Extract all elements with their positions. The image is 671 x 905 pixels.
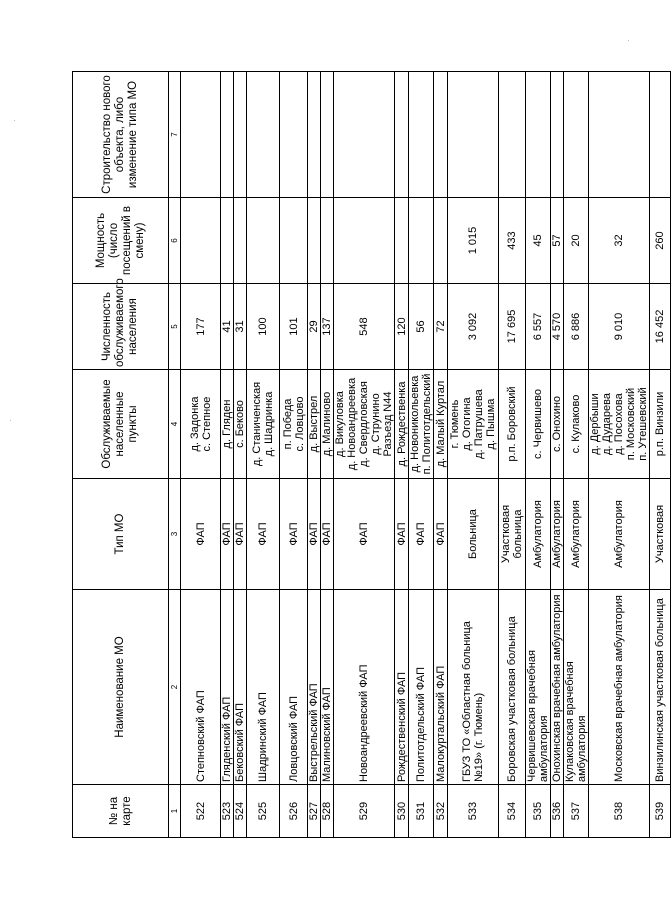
facility-name-cell: Рождественский ФАП (395, 590, 409, 785)
map-number-cell: 536 (551, 785, 564, 838)
construction-cell (448, 72, 499, 198)
facility-name-cell: Боровская участковая больница (499, 590, 526, 785)
header-capacity: Мощность (число посещений в смену) (73, 198, 169, 284)
capacity-cell (434, 198, 448, 284)
map-number-cell: 539 (650, 785, 671, 838)
table-row (247, 72, 280, 838)
table-row (650, 72, 671, 838)
map-number-cell: 527 (308, 785, 321, 838)
facility-type-cell: ФАП (434, 479, 448, 590)
capacity-cell: 45 (526, 198, 551, 284)
facility-name-cell: Червишевская врачебная амбулатория (526, 590, 551, 785)
header-name: Наименование МО (73, 590, 169, 785)
construction-cell (334, 72, 395, 198)
map-number-cell: 531 (409, 785, 434, 838)
table-row (448, 72, 499, 838)
facility-name-cell: Онохинская врачебная амбулатория (551, 590, 564, 785)
capacity-cell: 57 (551, 198, 564, 284)
places-cell (589, 370, 650, 479)
places-cell (334, 370, 395, 479)
map-number-cell: 530 (395, 785, 409, 838)
population-cell: 17 695 (499, 284, 526, 370)
map-number-cell: 537 (564, 785, 589, 838)
facility-name-cell: Степновский ФАП (181, 590, 221, 785)
capacity-cell (221, 198, 234, 284)
population-cell: 56 (409, 284, 434, 370)
population-cell: 72 (434, 284, 448, 370)
capacity-cell: 32 (589, 198, 650, 284)
facility-type-cell: Амбулатория (551, 479, 564, 590)
column-number: 3 (169, 479, 181, 590)
construction-cell (526, 72, 551, 198)
place-name: п. Политотдельский (421, 373, 433, 475)
places-cell (321, 370, 334, 479)
facility-name-cell: Малиновский ФАП (321, 590, 334, 785)
places-cell (551, 370, 564, 479)
facility-type-cell: Амбулатория (564, 479, 589, 590)
facility-type-cell: Больница (448, 479, 499, 590)
population-cell: 6 886 (564, 284, 589, 370)
place-name: с. Беково (234, 400, 246, 448)
place-name: д. Малиново (321, 391, 333, 457)
place-name: д. Огогина (461, 397, 473, 451)
capacity-cell (234, 198, 247, 284)
population-cell: 3 092 (448, 284, 499, 370)
construction-cell (551, 72, 564, 198)
capacity-cell (181, 198, 221, 284)
capacity-cell (308, 198, 321, 284)
construction-cell (234, 72, 247, 198)
places-cell (308, 370, 321, 479)
place-name: д. Выстрел (308, 395, 320, 453)
table-row (221, 72, 234, 838)
place-name: д. Малый Куртал (434, 380, 447, 468)
map-number-cell: 528 (321, 785, 334, 838)
place-name: п. Московский (625, 387, 637, 461)
table-row (589, 72, 650, 838)
place-name: с. Кулаково (570, 394, 582, 454)
facility-name-cell: Московская врачебная амбулатория (589, 590, 650, 785)
column-number: 6 (169, 198, 181, 284)
population-cell: 177 (181, 284, 221, 370)
table-row (409, 72, 434, 838)
table-row (526, 72, 551, 838)
place-name: с. Степное (200, 396, 213, 452)
place-name: д. Новоникольевка (409, 375, 421, 473)
map-number-cell: 523 (221, 785, 234, 838)
construction-cell (247, 72, 280, 198)
table-row (280, 72, 308, 838)
column-number: 1 (169, 785, 181, 838)
construction-cell (589, 72, 650, 198)
column-number: 7 (169, 72, 181, 198)
places-cell (280, 370, 308, 479)
place-name: д. Дербыши (589, 393, 601, 455)
facility-name-cell: Кулаковская врачебная амбулатория (564, 590, 589, 785)
construction-cell (395, 72, 409, 198)
capacity-cell (334, 198, 395, 284)
population-cell: 16 452 (650, 284, 671, 370)
facility-name-cell: Малокуртальский ФАП (434, 590, 448, 785)
capacity-cell: 1 015 (448, 198, 499, 284)
map-number-cell: 529 (334, 785, 395, 838)
capacity-cell: 260 (650, 198, 671, 284)
facility-name-cell: Выстрельский ФАП (308, 590, 321, 785)
table-row (234, 72, 247, 838)
facility-type-cell: Участковая (650, 479, 671, 590)
table-body (181, 72, 671, 838)
facility-name-cell: Винзилинская участковая больница (650, 590, 671, 785)
place-name: д. Струнино (370, 393, 382, 455)
header-map-number: № на карте (73, 785, 169, 838)
place-name: д. Дударева (601, 393, 613, 455)
table-row (321, 72, 334, 838)
facility-type-cell: ФАП (280, 479, 308, 590)
map-number-cell: 525 (247, 785, 280, 838)
map-number-cell: 522 (181, 785, 221, 838)
facility-type-cell: Участковая больница (499, 479, 526, 590)
place-name: д. Шадринка (263, 391, 275, 457)
capacity-cell: 433 (499, 198, 526, 284)
medical-facilities-table (72, 71, 671, 838)
population-cell: 548 (334, 284, 395, 370)
place-name: д. Свердловская (358, 381, 370, 467)
scan-speck (10, 420, 11, 421)
facility-name-cell: Ловцовский ФАП (280, 590, 308, 785)
places-cell (221, 370, 234, 479)
place-name: д. Посохова (613, 393, 625, 455)
scan-speck (628, 40, 629, 41)
places-cell (181, 370, 221, 479)
facility-type-cell: ФАП (308, 479, 321, 590)
facility-type-cell: ФАП (395, 479, 409, 590)
table-row (308, 72, 321, 838)
construction-cell (321, 72, 334, 198)
places-cell (434, 370, 448, 479)
facility-type-cell: ФАП (234, 479, 247, 590)
map-number-cell: 532 (434, 785, 448, 838)
place-name: п. Утешевский (637, 387, 649, 461)
places-cell (234, 370, 247, 479)
capacity-cell: 20 (564, 198, 589, 284)
map-number-cell: 524 (234, 785, 247, 838)
table-row (334, 72, 395, 838)
construction-cell (650, 72, 671, 198)
header-places: Обслуживаемые населенные пункты (73, 370, 169, 479)
population-cell: 101 (280, 284, 308, 370)
construction-cell (280, 72, 308, 198)
places-cell (448, 370, 499, 479)
facility-name-cell: Шадринский ФАП (247, 590, 280, 785)
place-name: с. Червишево (532, 389, 544, 459)
place-name: Разъезд N44 (382, 391, 394, 457)
population-cell: 4 570 (551, 284, 564, 370)
facility-name-cell: ГБУЗ ТО «Областная больница №19» (г. Тюмень) (448, 590, 499, 785)
place-name: д. Задонка (188, 396, 201, 452)
capacity-cell (409, 198, 434, 284)
map-number-cell: 535 (526, 785, 551, 838)
table-row (564, 72, 589, 838)
construction-cell (181, 72, 221, 198)
rotated-page (72, 72, 666, 838)
table-row (181, 72, 221, 838)
header-population: Численность обслуживаемого населения (73, 284, 169, 370)
table-row (551, 72, 564, 838)
place-name: г. Тюмень (449, 399, 461, 449)
table-row (434, 72, 448, 838)
header-type: Тип МО (73, 479, 169, 590)
place-name: д. Викуловка (334, 391, 346, 457)
table-row (499, 72, 526, 838)
facility-type-cell: ФАП (334, 479, 395, 590)
facility-type-cell: ФАП (181, 479, 221, 590)
places-cell (409, 370, 434, 479)
population-cell: 29 (308, 284, 321, 370)
facility-type-cell: ФАП (221, 479, 234, 590)
table-row (395, 72, 409, 838)
facility-type-cell: ФАП (321, 479, 334, 590)
population-cell: 120 (395, 284, 409, 370)
facility-type-cell: ФАП (409, 479, 434, 590)
capacity-cell (280, 198, 308, 284)
map-number-cell: 526 (280, 785, 308, 838)
construction-cell (499, 72, 526, 198)
population-cell: 137 (321, 284, 334, 370)
place-name: д. Станиченская (251, 381, 263, 467)
capacity-cell (321, 198, 334, 284)
place-name: д. Гляден (221, 399, 233, 449)
map-number-cell: 533 (448, 785, 499, 838)
map-number-cell: 534 (499, 785, 526, 838)
place-name: д. Пышма (485, 398, 497, 450)
place-name: д. Патрушева (473, 389, 485, 459)
capacity-cell (247, 198, 280, 284)
scan-speck (14, 120, 15, 121)
construction-cell (221, 72, 234, 198)
facility-type-cell: Амбулатория (589, 479, 650, 590)
capacity-cell (395, 198, 409, 284)
column-number: 5 (169, 284, 181, 370)
facility-name-cell: Гляденский ФАП (221, 590, 234, 785)
column-number: 2 (169, 590, 181, 785)
facility-type-cell: ФАП (247, 479, 280, 590)
place-name: д. Новоандреевка (346, 377, 358, 471)
facility-name-cell: Политотдельский ФАП (409, 590, 434, 785)
population-cell: 6 557 (526, 284, 551, 370)
places-cell (526, 370, 551, 479)
place-name: с. Онохино (551, 395, 563, 453)
column-number-row (169, 72, 181, 838)
places-cell (650, 370, 671, 479)
map-number-cell: 538 (589, 785, 650, 838)
places-cell (499, 370, 526, 479)
construction-cell (564, 72, 589, 198)
population-cell: 9 010 (589, 284, 650, 370)
population-cell: 31 (234, 284, 247, 370)
places-cell (247, 370, 280, 479)
place-name: с. Ловцово (293, 396, 306, 452)
construction-cell (308, 72, 321, 198)
construction-cell (434, 72, 448, 198)
header-row (73, 72, 169, 838)
header-construction: Строительство нового объекта, либо изменение типа МО (73, 72, 169, 198)
population-cell: 100 (247, 284, 280, 370)
facility-type-cell: Амбулатория (526, 479, 551, 590)
place-name: п. Победа (281, 398, 294, 450)
facility-name-cell: Бековский ФАП (234, 590, 247, 785)
construction-cell (409, 72, 434, 198)
facility-name-cell: Новоандреевский ФАП (334, 590, 395, 785)
place-name: р.п. Винзили (654, 391, 666, 457)
place-name: р.п. Боровский (506, 386, 518, 462)
column-number: 4 (169, 370, 181, 479)
places-cell (395, 370, 409, 479)
places-cell (564, 370, 589, 479)
population-cell: 41 (221, 284, 234, 370)
place-name: д. Рождественка (395, 381, 408, 467)
